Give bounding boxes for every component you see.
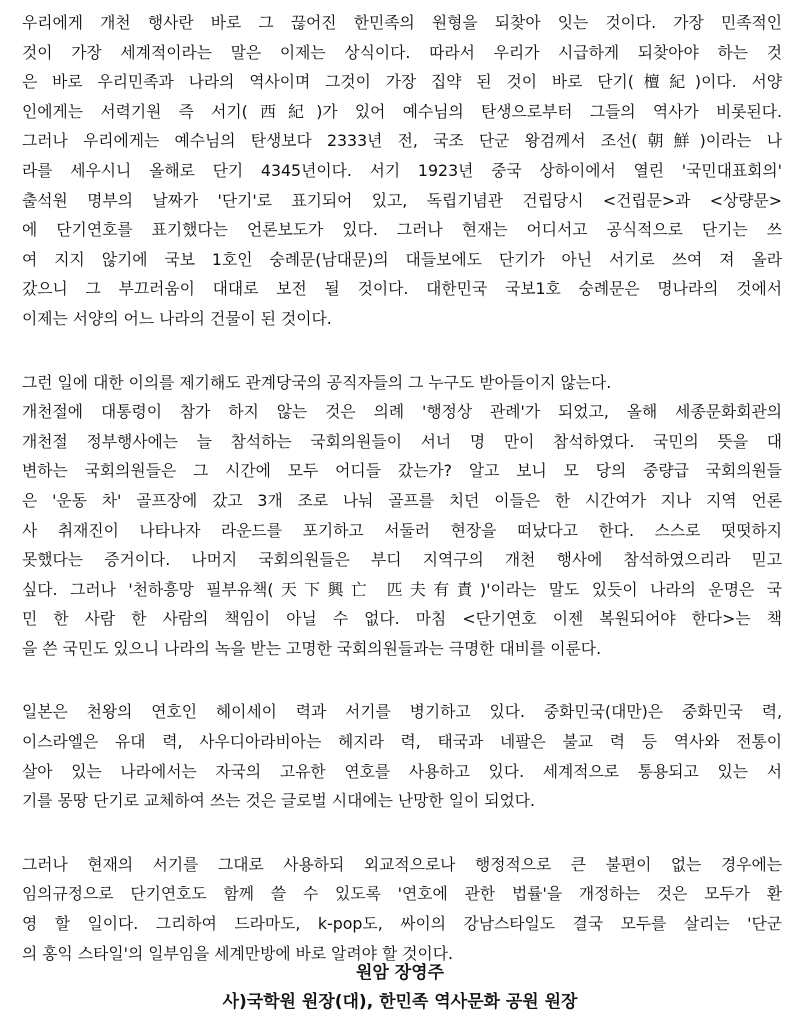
text-line: 그러나 현재의 서기를 그대로 사용하되 외교적으로나 행정적으로 큰 불편이 없는 경우에는 (22, 854, 782, 874)
text-line: 출석원 명부의 날짜가 '단기'로 표기되어 있고, 독립기념관 건립당시 <건립문>과 <상량문> (22, 190, 782, 210)
text-line: 기를 몽땅 단기로 교체하여 쓰는 것은 글로벌 시대에는 난망한 일이 되었다. (22, 791, 536, 811)
text-line: 못했다는 증거이다. 나머지 국회의원들은 부디 지역구의 개천 행사에 참석하였으리라 믿고 (22, 550, 782, 570)
author-name: 원암 장영주 (355, 963, 445, 983)
paragraph-4 (22, 850, 782, 968)
text-line: 싶다. 그러나 '천하흥망 필부유책(天下興亡 匹夫有責)'이라는 말도 있듯이 나라의 운명은 국 (22, 579, 782, 599)
text-line: 변하는 국회의원들은 그 시간에 모두 어디들 갔는가? 알고 보니 모 당의 중량급 국회의원들 (22, 461, 782, 481)
paragraph-gap (22, 663, 782, 697)
text-line: 은 바로 우리민족과 나라의 역사이며 그것이 가장 집약 된 것이 바로 단기(檀紀)이다. 서양 (22, 72, 782, 92)
paragraph-gap (22, 334, 782, 368)
text-line: 사 취재진이 나타나자 라운드를 포기하고 서둘러 현장을 떠났다고 한다. 스스로 떳떳하지 (22, 520, 782, 540)
text-line: 것이 가장 세계적이라는 말은 이제는 상식이다. 따라서 우리가 시급하게 되찾아야 하는 것 (22, 42, 782, 62)
text-line: 에 단기연호를 표기했다는 언론보도가 있다. 그러나 현재는 어디서고 공식적으로 단기는 쓰 (22, 220, 782, 240)
text-line: 그러나 우리에게는 예수님의 탄생보다 2333년 전, 국조 단군 왕검께서 조선(朝鮮)이라는 나 (22, 131, 782, 151)
author-title: 사)국학원 원장(대), 한민족 역사문화 공원 원장 (222, 992, 578, 1012)
text-line: 여 지지 않기에 국보 1호인 숭례문(남대문)의 대들보에도 단기가 아닌 서기로 쓰여 져 올라 (22, 249, 782, 269)
paragraph-2 (22, 368, 782, 664)
text-line: 살아 있는 나라에서는 자국의 고유한 연호를 사용하고 있다. 세계적으로 통용되고 있는 서 (22, 761, 782, 781)
text-line: 개천절에 대통령이 참가 하지 않는 것은 의례 '행정상 관례'가 되었고, 올해 세종문화회관의 (22, 402, 782, 422)
text-line: 그런 일에 대한 이의를 제기해도 관계당국의 공직자들의 그 누구도 받아들이지 않는다. (22, 372, 612, 392)
article-body (22, 8, 782, 968)
text-line: 인에게는 서력기원 즉 서기(西紀)가 있어 예수님의 탄생으로부터 그들의 역사가 비롯된다. (22, 101, 782, 121)
text-line: 개천절 정부행사에는 늘 참석하는 국회의원들이 서너 명 만이 참석하였다. 국민의 뜻을 대 (22, 431, 782, 451)
text-line: 우리에게 개천 행사란 바로 그 끊어진 한민족의 원형을 되찾아 잇는 것이다. 가장 민족적인 (22, 13, 782, 32)
paragraph-gap (22, 816, 782, 850)
text-line: 일본은 천왕의 연호인 헤이세이 력과 서기를 병기하고 있다. 중화민국(대만)은 중화민국 력, (22, 702, 782, 722)
text-line: 이스라엘은 유대 력, 사우디아라비아는 헤지라 력, 태국과 네팔은 불교 력 등 역사와 전통이 (22, 732, 782, 752)
text-line: 이제는 서양의 어느 나라의 건물이 된 것이다. (22, 308, 332, 328)
text-line: 을 쓴 국민도 있으니 나라의 녹을 받는 고명한 국회의원들과는 극명한 대비를 이룬다. (22, 638, 602, 658)
text-line: 의 홍익 스타일'의 일부임을 세계만방에 바로 알려야 할 것이다. (22, 943, 454, 963)
text-line: 라를 세우시니 올해로 단기 4345년이다. 서기 1923년 중국 상하이에서 열린 '국민대표회의' (22, 160, 782, 180)
text-line: 갔으니 그 부끄러움이 대대로 보전 될 것이다. 대한민국 국보1호 숭례문은 명나라의 것에서 (22, 279, 782, 299)
paragraph-1 (22, 8, 782, 334)
text-line: 민 한 사람 한 사람의 책임이 아닐 수 없다. 마침 <단기연호 이젠 복원되어야 한다>는 책 (22, 609, 782, 629)
paragraph-3 (22, 697, 782, 815)
text-line: 은 '운동 차' 골프장에 갔고 3개 조로 나눠 골프를 치던 이들은 한 시간여가 지나 지역 언론 (22, 490, 782, 510)
text-line: 영 할 일이다. 그리하여 드라마도, k-pop도, 싸이의 강남스타일도 결국 모두를 살리는 '단군 (22, 914, 782, 934)
text-line: 임의규정으로 단기연호도 함께 쓸 수 있도록 '연호에 관한 법률'을 개정하는 것은 모두가 환 (22, 884, 782, 904)
